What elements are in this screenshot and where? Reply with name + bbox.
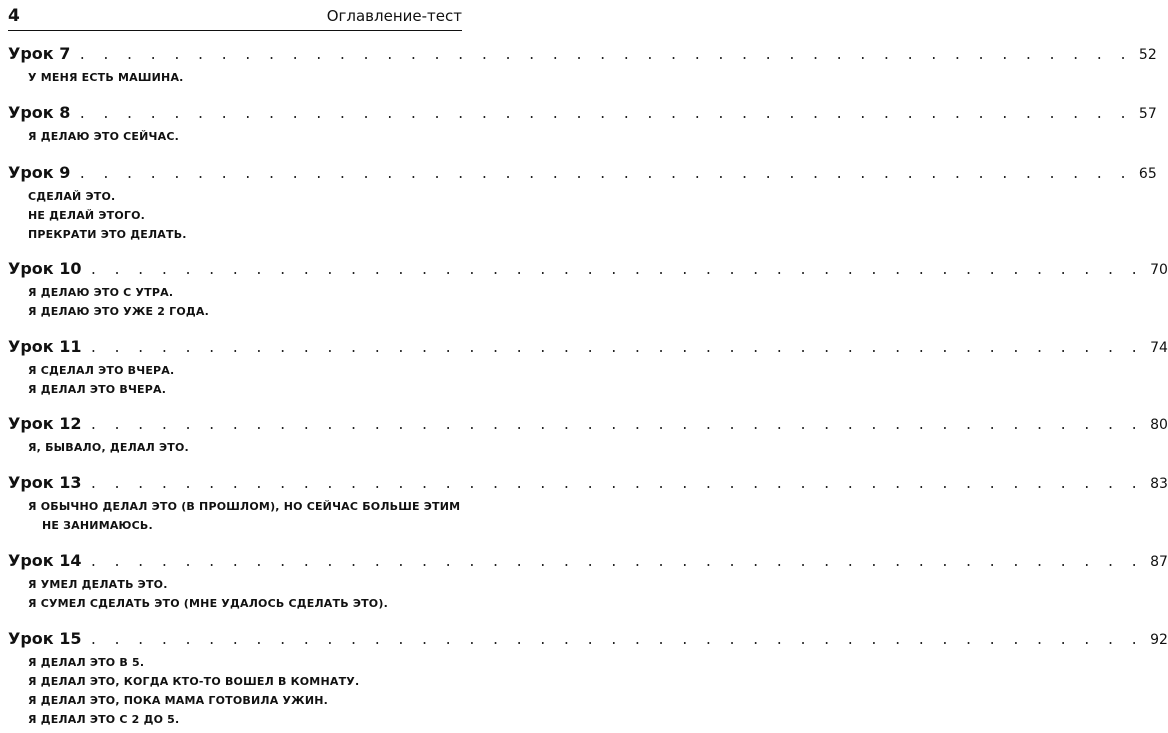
toc-entry-line [8,414,1168,436]
lesson-topic: Я ДЕЛАЛ ЭТО С 2 ДО 5. [28,713,180,726]
toc-entry-line [8,551,1168,573]
toc-entry-lesson-8 [8,103,1157,146]
lesson-topic: Я УМЕЛ ДЕЛАТЬ ЭТО. [28,578,168,591]
lesson-topic: ПРЕКРАТИ ЭТО ДЕЛАТЬ. [28,228,187,241]
toc-entry-lesson-12 [8,414,1168,457]
lesson-title: Урок 13 [8,473,82,492]
toc-entry-line [8,44,1157,66]
lesson-page-number: 74 [1150,340,1168,356]
lesson-page-number: 87 [1150,554,1168,570]
toc-entry-line [8,629,1168,651]
lesson-topics [28,575,462,613]
lesson-topics [28,361,462,399]
lesson-topic: У МЕНЯ ЕСТЬ МАШИНА. [28,71,184,84]
lesson-title: Урок 10 [8,259,82,278]
toc-entry-line [8,259,1168,281]
lesson-topics [28,187,462,244]
toc-entry-line [8,473,1168,495]
page-number: 4 [8,6,20,26]
lesson-topic: Я ДЕЛАЮ ЭТО С УТРА. [28,286,174,299]
lesson-page-number: 52 [1138,47,1157,63]
lesson-topics [28,653,462,729]
lesson-title: Урок 9 [8,163,71,182]
lesson-title: Урок 11 [8,337,82,356]
lesson-page-number: 57 [1138,106,1157,122]
dot-leader: . . . . . . . . . . . . . . . . . . . . . . . . . . . . . . . . . . . . . . . . . . . . . [78,107,1131,122]
toc-entry-lesson-13 [8,473,1168,535]
dot-leader: . . . . . . . . . . . . . . . . . . . . . . . . . . . . . . . . . . . . . . . . . . . . . [89,633,1143,648]
toc-entry-lesson-11 [8,337,1168,399]
toc-entry-lesson-7 [8,44,1157,87]
lesson-topic: Я ДЕЛАЮ ЭТО СЕЙЧАС. [28,130,180,143]
lesson-topics [28,497,462,535]
lesson-topic: СДЕЛАЙ ЭТО. [28,190,116,203]
lesson-topic: Я ОБЫЧНО ДЕЛАЛ ЭТО (В ПРОШЛОМ), НО СЕЙЧАС БОЛЬШЕ ЭТИМ [28,500,461,513]
lesson-topic: Я ДЕЛАЛ ЭТО, ПОКА МАМА ГОТОВИЛА УЖИН. [28,694,329,707]
toc-entry-lesson-10 [8,259,1168,321]
toc-entry-line [8,103,1157,125]
lesson-topics [28,283,462,321]
lesson-topic: Я ДЕЛАЮ ЭТО УЖЕ 2 ГОДА. [28,305,209,318]
lesson-topic: НЕ ЗАНИМАЮСЬ. [42,519,153,532]
page-header [8,6,462,31]
lesson-page-number: 83 [1150,476,1168,492]
lesson-title: Урок 7 [8,44,71,63]
lesson-topics [28,68,462,87]
dot-leader: . . . . . . . . . . . . . . . . . . . . . . . . . . . . . . . . . . . . . . . . . . . . . [89,555,1143,570]
toc-entry-lesson-15 [8,629,1168,729]
running-title: Оглавление-тест [326,7,462,25]
dot-leader: . . . . . . . . . . . . . . . . . . . . . . . . . . . . . . . . . . . . . . . . . . . . . [89,418,1143,433]
lesson-topic: НЕ ДЕЛАЙ ЭТОГО. [28,209,146,222]
lesson-page-number: 80 [1150,417,1168,433]
lesson-title: Урок 12 [8,414,82,433]
lesson-topic: Я ДЕЛАЛ ЭТО В 5. [28,656,145,669]
toc-entry-lesson-9 [8,163,1157,244]
lesson-page-number: 92 [1150,632,1168,648]
lesson-topic: Я, БЫВАЛО, ДЕЛАЛ ЭТО. [28,441,189,454]
lesson-topic: Я ДЕЛАЛ ЭТО ВЧЕРА. [28,383,167,396]
dot-leader: . . . . . . . . . . . . . . . . . . . . . . . . . . . . . . . . . . . . . . . . . . . . . [89,477,1143,492]
dot-leader: . . . . . . . . . . . . . . . . . . . . . . . . . . . . . . . . . . . . . . . . . . . . . [89,263,1143,278]
dot-leader: . . . . . . . . . . . . . . . . . . . . . . . . . . . . . . . . . . . . . . . . . . . . . [78,167,1131,182]
lesson-topic: Я ДЕЛАЛ ЭТО, КОГДА КТО-ТО ВОШЕЛ В КОМНАТУ. [28,675,360,688]
toc-entry-lesson-14 [8,551,1168,613]
dot-leader: . . . . . . . . . . . . . . . . . . . . . . . . . . . . . . . . . . . . . . . . . . . . . [78,48,1131,63]
lesson-topics [28,438,462,457]
lesson-topic: Я СУМЕЛ СДЕЛАТЬ ЭТО (МНЕ УДАЛОСЬ СДЕЛАТЬ ЭТО). [28,597,388,610]
lesson-topics [28,127,462,146]
toc-entry-line [8,337,1168,359]
lesson-title: Урок 14 [8,551,82,570]
lesson-title: Урок 15 [8,629,82,648]
lesson-page-number: 65 [1138,166,1157,182]
lesson-title: Урок 8 [8,103,71,122]
lesson-page-number: 70 [1150,262,1168,278]
lesson-topic: Я СДЕЛАЛ ЭТО ВЧЕРА. [28,364,175,377]
dot-leader: . . . . . . . . . . . . . . . . . . . . . . . . . . . . . . . . . . . . . . . . . . . . . [89,341,1143,356]
toc-entry-line [8,163,1157,185]
